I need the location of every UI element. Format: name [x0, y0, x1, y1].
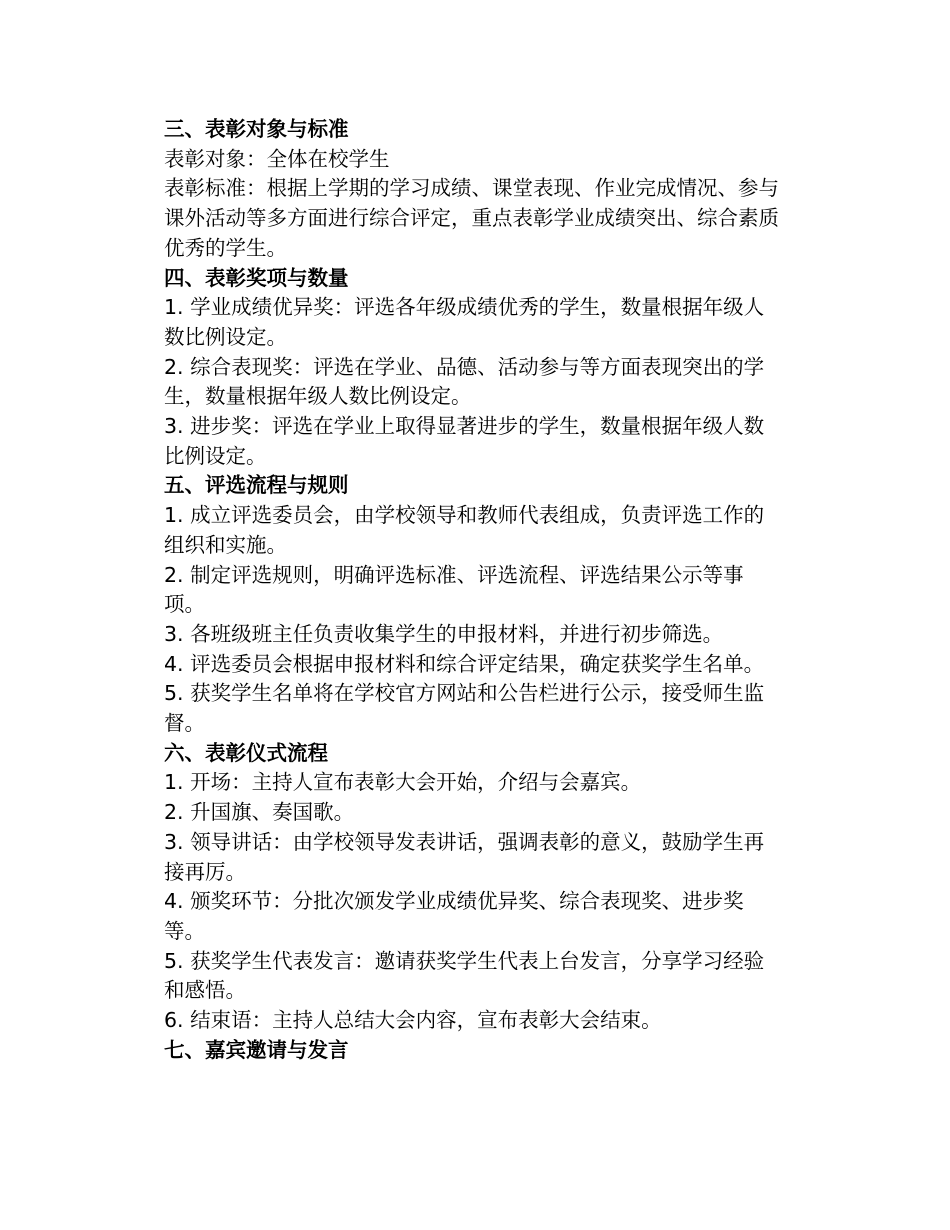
list-item: 4. 颁奖环节：分批次颁发学业成绩优异奖、综合表现奖、进步奖等。 — [164, 889, 744, 943]
section-heading-6: 六、表彰仪式流程 — [164, 740, 328, 765]
list-item: 1. 成立评选委员会，由学校领导和教师代表组成，负责评选工作的组织和实施。 — [164, 503, 765, 557]
list-item: 3. 领导讲话：由学校领导发表讲话，强调表彰的意义，鼓励学生再接再厉。 — [164, 829, 765, 884]
section-heading-5: 五、评选流程与规则 — [164, 473, 349, 498]
paragraph: 表彰对象：全体在校学生 — [164, 146, 390, 171]
list-item: 3. 各班级班主任负责收集学生的申报材料，并进行初步筛选。 — [164, 621, 724, 646]
list-item: 2. 综合表现奖：评选在学业、品德、活动参与等方面表现突出的学生，数量根据年级人数比例设定。 — [164, 354, 765, 409]
list-item: 1. 学业成绩优异奖：评选各年级成绩优秀的学生，数量根据年级人数比例设定。 — [164, 295, 765, 349]
list-item: 2. 升国旗、奏国歌。 — [164, 800, 355, 825]
list-item: 5. 获奖学生代表发言：邀请获奖学生代表上台发言，分享学习经验和感悟。 — [164, 948, 765, 1003]
list-item: 2. 制定评选规则，明确评选标准、评选流程、评选结果公示等事项。 — [164, 562, 744, 617]
list-item: 4. 评选委员会根据申报材料和综合评定结果，确定获奖学生名单。 — [164, 651, 765, 676]
paragraph: 表彰标准：根据上学期的学习成绩、课堂表现、作业完成情况、参与课外活动等多方面进行综合评定，重点表彰学业成绩突出、综合素质优秀的学生。 — [164, 176, 779, 260]
list-item: 1. 开场：主持人宣布表彰大会开始，介绍与会嘉宾。 — [164, 770, 642, 795]
document-page — [164, 115, 784, 1066]
list-item: 3. 进步奖：评选在学业上取得显著进步的学生，数量根据年级人数比例设定。 — [164, 414, 765, 468]
section-heading-4: 四、表彰奖项与数量 — [164, 265, 349, 290]
list-item: 5. 获奖学生名单将在学校官方网站和公告栏进行公示，接受师生监督。 — [164, 681, 765, 736]
list-item: 6. 结束语：主持人总结大会内容，宣布表彰大会结束。 — [164, 1008, 662, 1033]
section-heading-7: 七、嘉宾邀请与发言 — [164, 1037, 349, 1062]
section-heading-3: 三、表彰对象与标准 — [164, 117, 349, 141]
